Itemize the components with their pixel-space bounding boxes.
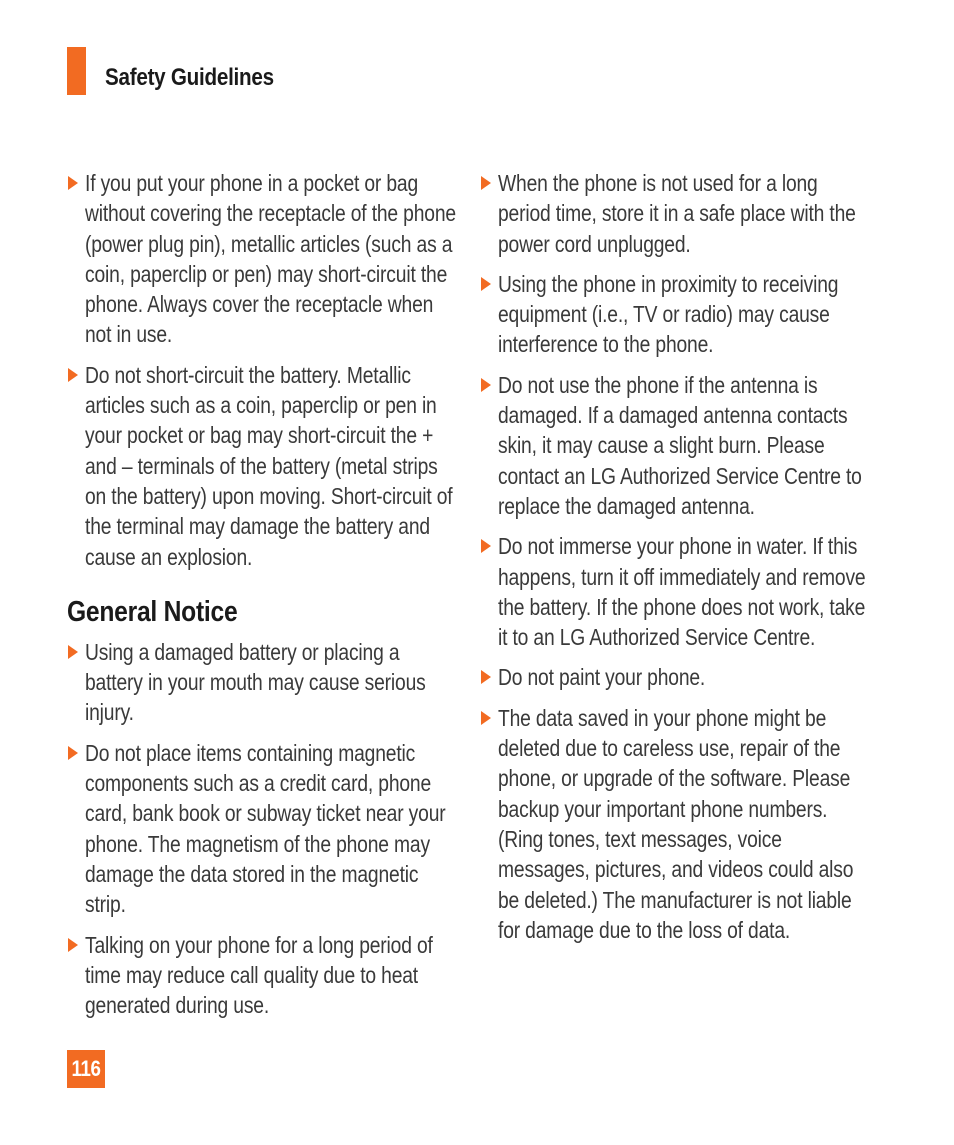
- list-item: [480, 662, 875, 692]
- list-item: [67, 360, 457, 572]
- list-item-text: Using the phone in proximity to receiving equipment (i.e., TV or radio) may cause interference to the phone.: [498, 270, 839, 358]
- page-title: Safety Guidelines: [105, 64, 274, 91]
- list-item: [480, 370, 875, 521]
- list-item-text: Talking on your phone for a long period of time may reduce call quality due to heat generated during use.: [85, 931, 433, 1019]
- list-item: [67, 930, 457, 1021]
- list-item-text: If you put your phone in a pocket or bag without covering the receptacle of the phone (power plug pin), metallic articles (such as a coin, paperclip or pen) may short-circuit the phone. Always cover the receptacle when not in use.: [85, 170, 456, 348]
- page-number: 116: [71, 1056, 101, 1081]
- left-column: [67, 168, 457, 1030]
- triangle-right-icon: [481, 378, 491, 392]
- list-item: [480, 703, 875, 945]
- list-item-text: When the phone is not used for a long period time, store it in a safe place with the power cord unplugged.: [498, 170, 856, 257]
- list-item: [67, 738, 457, 920]
- triangle-right-icon: [68, 368, 78, 382]
- triangle-right-icon: [68, 746, 78, 760]
- list-item-text: The data saved in your phone might be deleted due to careless use, repair of the phone, or upgrade of the software. Please backup your important phone numbers. (Ring tones, text messages, voice messages, pictures, and videos could also be deleted.) The manufacturer is not liable for damage due to the loss of data.: [498, 704, 854, 943]
- triangle-right-icon: [481, 539, 491, 553]
- list-item-text: Do not short-circuit the battery. Metallic articles such as a coin, paperclip or pen in your pocket or bag may short-circuit the + and – terminals of the battery (metal strips on the battery) upon moving. Short-circuit of the terminal may damage the battery and cause an explosion.: [85, 361, 453, 570]
- header-accent-bar: [67, 47, 86, 95]
- list-item: [480, 531, 875, 652]
- triangle-right-icon: [68, 176, 78, 190]
- triangle-right-icon: [68, 938, 78, 952]
- triangle-right-icon: [481, 670, 491, 684]
- list-item: [480, 168, 875, 259]
- list-item-text: Do not paint your phone.: [498, 664, 706, 691]
- triangle-right-icon: [68, 645, 78, 659]
- list-item: [67, 168, 457, 350]
- list-item-text: Do not use the phone if the antenna is damaged. If a damaged antenna contacts skin, it may cause a slight burn. Please contact an LG Authorized Service Centre to replace the damaged antenna.: [498, 371, 862, 519]
- triangle-right-icon: [481, 711, 491, 725]
- triangle-right-icon: [481, 176, 491, 190]
- triangle-right-icon: [481, 277, 491, 291]
- list-item-text: Using a damaged battery or placing a battery in your mouth may cause serious injury.: [85, 638, 426, 726]
- list-item: [480, 269, 875, 360]
- right-column: [480, 168, 875, 955]
- list-item-text: Do not place items containing magnetic components such as a credit card, phone card, bank book or subway ticket near your phone. The magnetism of the phone may damage the data stored in the magnetic strip.: [85, 739, 446, 918]
- list-item: [67, 637, 457, 728]
- section-heading-general-notice: General Notice: [67, 595, 238, 628]
- list-item-text: Do not immerse your phone in water. If this happens, turn it off immediately and remove the battery. If the phone does not work, take it to an LG Authorized Service Centre.: [498, 533, 866, 651]
- page-number-badge: [67, 1050, 105, 1088]
